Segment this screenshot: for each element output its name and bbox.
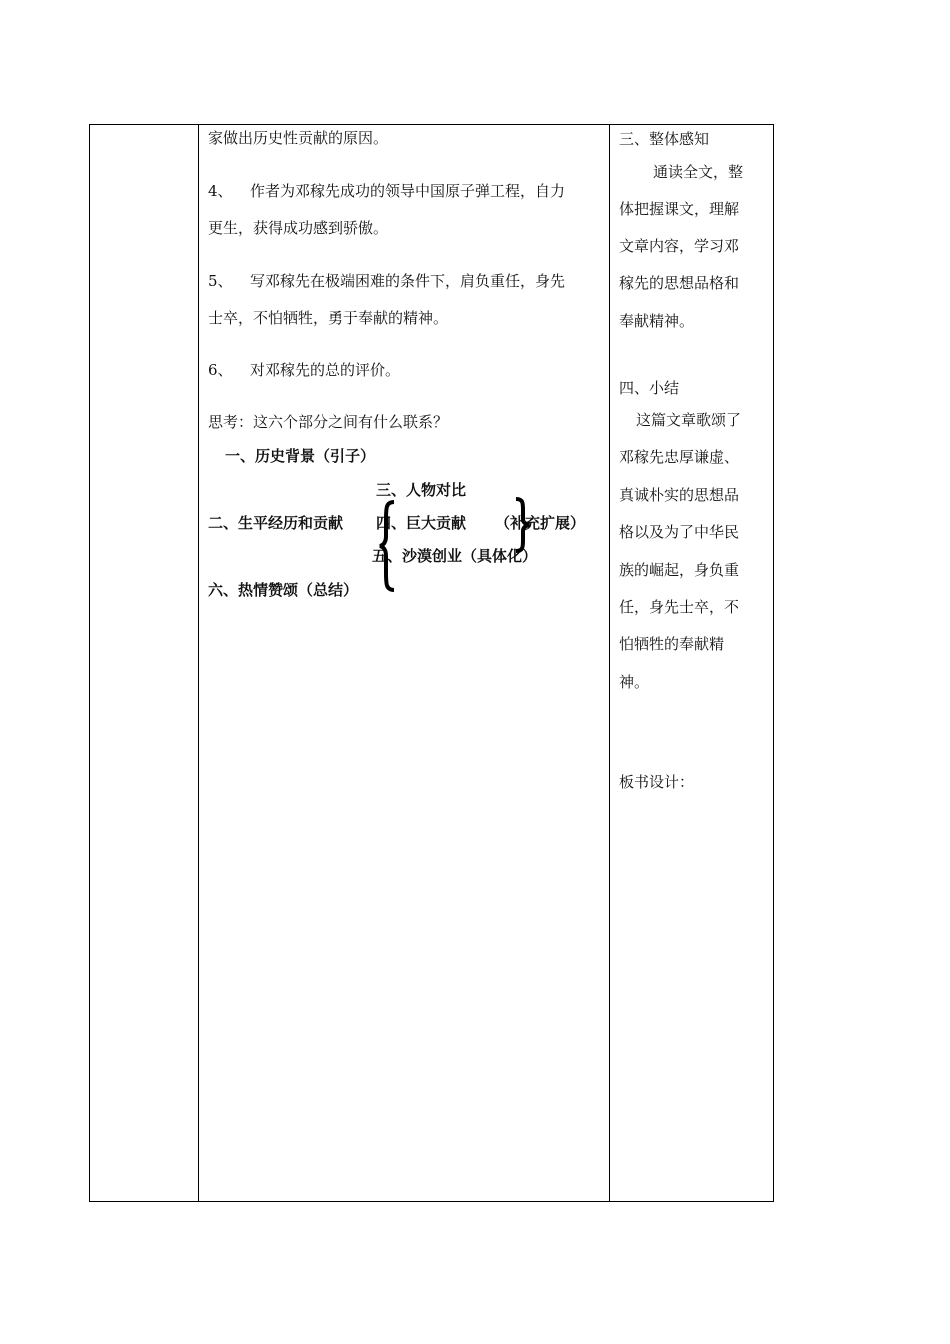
intro-line: 家做出历史性贡献的原因。 xyxy=(208,129,389,147)
question-line: 思考：这六个部分之间有什么联系？ xyxy=(208,413,449,431)
board-design-label: 板书设计： xyxy=(619,773,695,791)
item-4-line-2: 更生，获得成功感到骄傲。 xyxy=(208,219,389,237)
section-3-title: 三、整体感知 xyxy=(619,130,710,148)
diagram-part-6: 六、热情赞颂（总结） xyxy=(208,581,359,599)
section-3-line-3: 文章内容，学习邓 xyxy=(619,237,740,255)
diagram-part-3: 三、人物对比 xyxy=(376,481,467,499)
item-4-text: 作者为邓稼先成功的领导中国原子弹工程，自力 xyxy=(250,182,566,200)
section-4-line-8: 神。 xyxy=(619,673,650,691)
section-3-line-1: 通读全文，整 xyxy=(653,163,744,181)
column-divider-1 xyxy=(198,125,199,1201)
section-4-title: 四、小结 xyxy=(619,379,680,397)
section-4-line-3: 真诚朴实的思想品 xyxy=(619,486,740,504)
item-5-line-1 xyxy=(208,271,565,291)
right-brace-icon xyxy=(512,497,532,553)
item-5-number: 5、 xyxy=(208,272,233,290)
section-4-line-2: 邓稼先忠厚谦虚、 xyxy=(619,448,740,466)
section-4-line-6: 任，身先士卒，不 xyxy=(619,598,740,616)
section-4-line-4: 格以及为了中华民 xyxy=(619,523,740,541)
section-3-line-5: 奉献精神。 xyxy=(619,312,695,330)
item-5-line-2: 士卒，不怕牺牲，勇于奉献的精神。 xyxy=(208,309,449,327)
section-4-line-7: 怕牺牲的奉献精 xyxy=(619,635,725,653)
diagram-part-2: 二、生平经历和贡献 xyxy=(208,514,344,532)
section-4-line-1: 这篇文章歌颂了 xyxy=(636,411,742,429)
left-brace-icon xyxy=(378,500,398,592)
diagram-part-4-note: （补充扩展） xyxy=(495,514,586,532)
item-4-number: 4、 xyxy=(208,182,233,200)
column-divider-2 xyxy=(609,125,610,1201)
item-4-line-1 xyxy=(208,181,565,201)
section-3-line-4: 稼先的思想品格和 xyxy=(619,274,740,292)
item-6-line xyxy=(208,360,400,380)
item-6-number: 6、 xyxy=(208,361,233,379)
diagram-part-4: 四、巨大贡献 xyxy=(376,514,467,532)
item-5-text: 写邓稼先在极端困难的条件下，肩负重任，身先 xyxy=(250,272,566,290)
section-3-line-2: 体把握课文，理解 xyxy=(619,200,740,218)
diagram-part-1: 一、历史背景（引子） xyxy=(225,447,376,465)
diagram-part-5: 五、沙漠创业（具体化） xyxy=(372,547,538,565)
section-4-line-5: 族的崛起，身负重 xyxy=(619,561,740,579)
item-6-text: 对邓稼先的总的评价。 xyxy=(250,361,401,379)
